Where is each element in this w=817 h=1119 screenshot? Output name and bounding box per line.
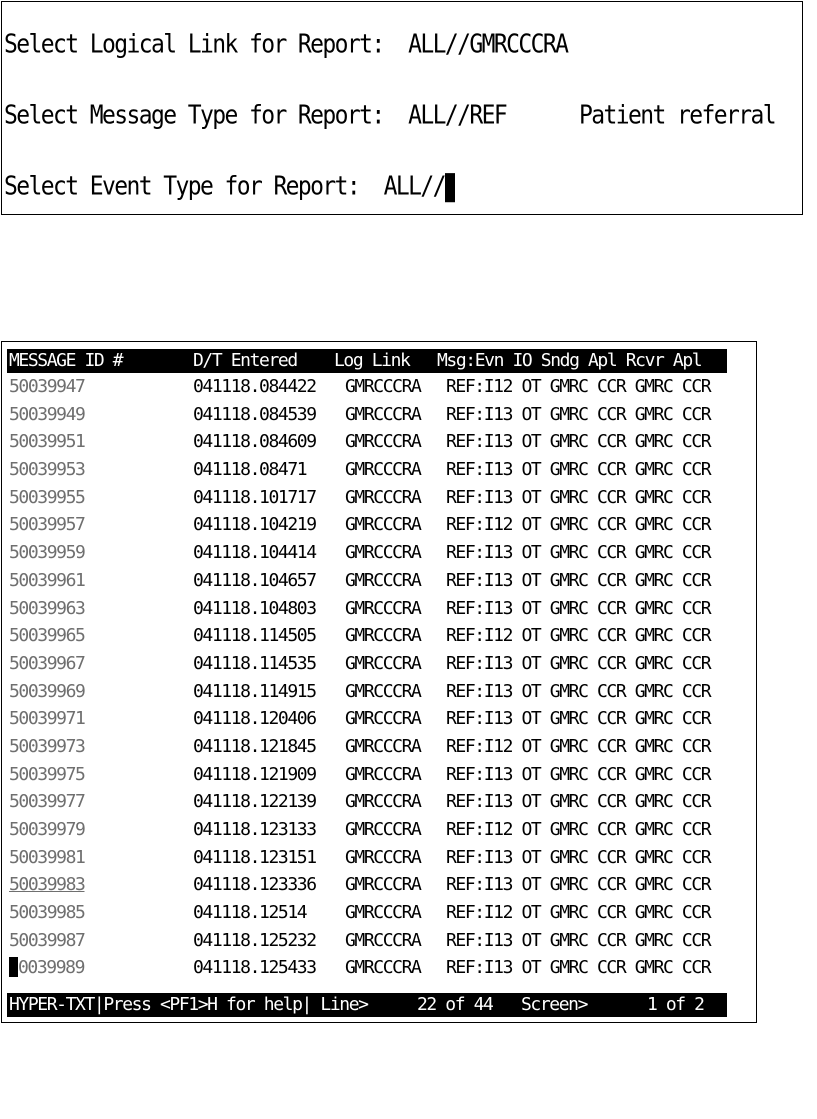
log-link: GMRCCCRA — [345, 902, 421, 924]
dt-entered: 041118.121909 — [193, 763, 316, 785]
table-row[interactable] — [7, 954, 727, 982]
log-link: GMRCCCRA — [345, 514, 421, 536]
prompt-label: Select Event Type for Report: — [4, 172, 360, 202]
table-row[interactable] — [7, 927, 727, 955]
column-header-message-id: MESSAGE ID # — [9, 350, 123, 371]
message-info: REF:I12 OT GMRC CCR GMRC CCR — [446, 376, 711, 397]
message-id[interactable]: 0039989 — [18, 957, 85, 979]
table-row[interactable] — [7, 595, 727, 623]
column-header-dt-entered: D/T Entered — [193, 350, 297, 371]
message-info: REF:I13 OT GMRC CCR GMRC CCR — [446, 929, 711, 951]
table-row[interactable] — [7, 539, 727, 567]
message-info: REF:I12 OT GMRC CCR GMRC CCR — [446, 625, 711, 647]
dt-entered: 041118.084539 — [193, 403, 316, 425]
dt-entered: 041118.122139 — [193, 791, 316, 813]
dt-entered: 041118.123336 — [193, 874, 316, 896]
table-row[interactable] — [7, 871, 727, 899]
dt-entered: 041118.12514 — [193, 902, 307, 924]
message-id[interactable]: 50039975 — [9, 763, 85, 785]
log-link: GMRCCCRA — [345, 874, 421, 896]
log-link: GMRCCCRA — [345, 625, 421, 647]
log-link: GMRCCCRA — [345, 403, 421, 425]
prompt-label: Select Logical Link for Report: — [4, 30, 384, 60]
table-row[interactable] — [7, 373, 727, 401]
table-row[interactable] — [7, 567, 727, 595]
dt-entered: 041118.104414 — [193, 542, 316, 564]
message-id[interactable]: 50039977 — [9, 791, 85, 813]
table-row[interactable] — [7, 622, 727, 650]
prompt-event-type[interactable] — [4, 172, 455, 202]
log-link: GMRCCCRA — [345, 486, 421, 508]
message-info: REF:I13 OT GMRC CCR GMRC CCR — [446, 957, 711, 979]
prompt-label: Select Message Type for Report: — [4, 101, 384, 131]
column-header-msg-info: Msg:Evn IO Sndg Apl Rcvr Apl — [437, 350, 702, 371]
message-id[interactable]: 50039973 — [9, 735, 85, 757]
dt-entered: 041118.121845 — [193, 735, 316, 757]
log-link: GMRCCCRA — [345, 846, 421, 868]
prompt-input-value[interactable]: ALL// — [383, 172, 445, 202]
prompt-message-type — [4, 101, 775, 131]
message-id[interactable]: 50039981 — [9, 846, 85, 868]
message-id[interactable]: 50039949 — [9, 403, 85, 425]
message-id[interactable]: 50039955 — [9, 486, 85, 508]
dt-entered: 041118.114505 — [193, 625, 316, 647]
log-link: GMRCCCRA — [345, 652, 421, 674]
message-id[interactable]: 50039987 — [9, 929, 85, 951]
log-link: GMRCCCRA — [345, 735, 421, 757]
message-info: REF:I13 OT GMRC CCR GMRC CCR — [446, 874, 711, 896]
message-list-panel — [1, 341, 757, 1023]
log-link: GMRCCCRA — [345, 791, 421, 813]
message-id[interactable]: 50039985 — [9, 902, 85, 924]
table-row[interactable] — [7, 511, 727, 539]
table-row[interactable] — [7, 733, 727, 761]
table-row[interactable] — [7, 816, 727, 844]
message-info: REF:I13 OT GMRC CCR GMRC CCR — [446, 597, 711, 619]
dt-entered: 041118.08471 — [193, 459, 307, 481]
message-id[interactable]: 50039951 — [9, 431, 85, 453]
message-info: REF:I13 OT GMRC CCR GMRC CCR — [446, 403, 711, 425]
dt-entered: 041118.125232 — [193, 929, 316, 951]
table-row[interactable] — [7, 899, 727, 927]
message-info: REF:I12 OT GMRC CCR GMRC CCR — [446, 819, 711, 840]
message-info: REF:I13 OT GMRC CCR GMRC CCR — [446, 763, 711, 785]
prompt-panel — [1, 1, 803, 215]
table-row[interactable] — [7, 401, 727, 429]
log-link: GMRCCCRA — [345, 597, 421, 619]
message-info: REF:I13 OT GMRC CCR GMRC CCR — [446, 459, 711, 481]
log-link: GMRCCCRA — [345, 542, 421, 564]
message-info: REF:I13 OT GMRC CCR GMRC CCR — [446, 569, 711, 591]
dt-entered: 041118.101717 — [193, 486, 316, 508]
message-id[interactable]: 50039971 — [9, 708, 85, 730]
message-id[interactable]: 50039959 — [9, 542, 85, 564]
message-info: REF:I13 OT GMRC CCR GMRC CCR — [446, 542, 711, 564]
message-id[interactable]: 50039983 — [9, 874, 85, 896]
dt-entered: 041118.104657 — [193, 569, 316, 591]
message-id[interactable]: 50039947 — [9, 376, 85, 397]
status-screen-count: 1 of 2 — [647, 994, 704, 1015]
log-link: GMRCCCRA — [345, 680, 421, 702]
column-header-log-link: Log Link — [334, 350, 410, 371]
dt-entered: 041118.120406 — [193, 708, 316, 730]
dt-entered: 041118.084422 — [193, 376, 316, 397]
message-id[interactable]: 50039953 — [9, 459, 85, 481]
status-help-text: HYPER-TXT|Press <PF1>H for help| Line> — [9, 994, 368, 1015]
dt-entered: 041118.114535 — [193, 652, 316, 674]
dt-entered: 041118.114915 — [193, 680, 316, 702]
table-row[interactable] — [7, 428, 727, 456]
dt-entered: 041118.123133 — [193, 819, 316, 840]
message-info: REF:I13 OT GMRC CCR GMRC CCR — [446, 791, 711, 813]
prompt-description: Patient referral — [579, 101, 775, 131]
log-link: GMRCCCRA — [345, 763, 421, 785]
message-id[interactable]: 50039965 — [9, 625, 85, 647]
table-row[interactable] — [7, 705, 727, 733]
table-header — [7, 349, 727, 373]
prompt-value: ALL//REF — [408, 101, 507, 131]
log-link: GMRCCCRA — [345, 957, 421, 979]
table-row[interactable] — [7, 456, 727, 484]
message-info: REF:I13 OT GMRC CCR GMRC CCR — [446, 431, 711, 453]
table-row[interactable] — [7, 650, 727, 678]
message-info: REF:I12 OT GMRC CCR GMRC CCR — [446, 902, 711, 924]
message-rows — [7, 373, 727, 982]
message-info: REF:I13 OT GMRC CCR GMRC CCR — [446, 486, 711, 508]
block-cursor — [9, 957, 18, 977]
message-id[interactable]: 50039979 — [9, 819, 85, 840]
message-info: REF:I13 OT GMRC CCR GMRC CCR — [446, 708, 711, 730]
message-id[interactable]: 50039967 — [9, 652, 85, 674]
message-info: REF:I13 OT GMRC CCR GMRC CCR — [446, 652, 711, 674]
log-link: GMRCCCRA — [345, 431, 421, 453]
prompt-value: ALL//GMRCCCRA — [408, 30, 568, 60]
message-info: REF:I13 OT GMRC CCR GMRC CCR — [446, 846, 711, 868]
table-row[interactable] — [7, 678, 727, 706]
log-link: GMRCCCRA — [345, 929, 421, 951]
message-info: REF:I13 OT GMRC CCR GMRC CCR — [446, 680, 711, 702]
message-id[interactable]: 50039961 — [9, 569, 85, 591]
log-link: GMRCCCRA — [345, 819, 421, 840]
table-row[interactable] — [7, 761, 727, 789]
message-id[interactable]: 50039969 — [9, 680, 85, 702]
log-link: GMRCCCRA — [345, 459, 421, 481]
dt-entered: 041118.125433 — [193, 957, 316, 979]
status-bar — [7, 993, 727, 1017]
dt-entered: 041118.084609 — [193, 431, 316, 453]
message-info: REF:I12 OT GMRC CCR GMRC CCR — [446, 514, 711, 536]
text-cursor — [445, 173, 455, 202]
table-row[interactable] — [7, 844, 727, 872]
dt-entered: 041118.123151 — [193, 846, 316, 868]
log-link: GMRCCCRA — [345, 569, 421, 591]
status-line-count: 22 of 44 — [417, 994, 493, 1015]
dt-entered: 041118.104803 — [193, 597, 316, 619]
message-info: REF:I12 OT GMRC CCR GMRC CCR — [446, 735, 711, 757]
table-row[interactable] — [7, 788, 727, 816]
table-row[interactable] — [7, 484, 727, 512]
log-link: GMRCCCRA — [345, 708, 421, 730]
message-id[interactable]: 50039963 — [9, 597, 85, 619]
dt-entered: 041118.104219 — [193, 514, 316, 536]
message-id[interactable]: 50039957 — [9, 514, 85, 536]
prompt-logical-link — [4, 30, 567, 59]
status-screen-label: Screen> — [521, 994, 588, 1015]
log-link: GMRCCCRA — [345, 376, 421, 397]
